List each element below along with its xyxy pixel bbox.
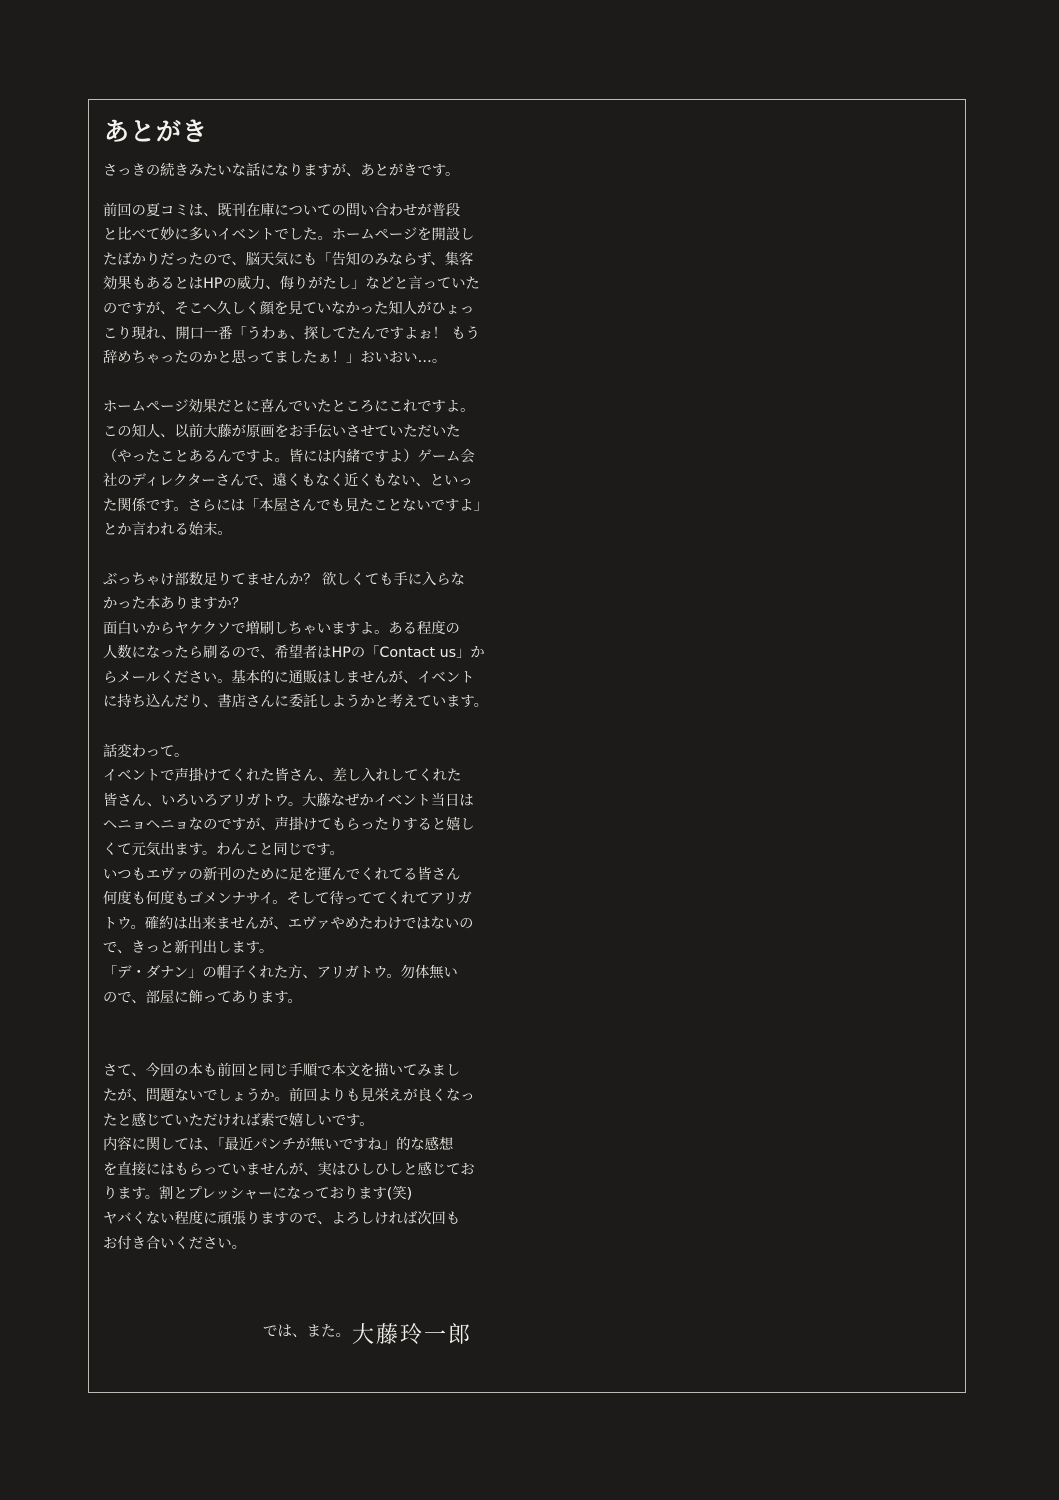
text-line: 何度も何度もゴメンナサイ。そして待っててくれてアリガ (103, 891, 472, 908)
text-line: たばかりだったので、脳天気にも「告知のみならず、集客 (103, 251, 474, 268)
page-title: あとがき (104, 117, 209, 146)
text-line: 効果もあるとはHPの威力、侮りがたし」などと言っていた (103, 276, 480, 293)
paragraph-6 (103, 1059, 503, 1256)
text-line: ホームページ効果だとに喜んでいたところにこれですよ。 (103, 399, 475, 416)
paragraph-3 (103, 395, 503, 543)
author-signature: 大藤玲一郎 (352, 1323, 473, 1348)
paragraph-4 (103, 568, 503, 716)
text-line: 「デ・ダナン」の帽子くれた方、アリガトウ。勿体無い (103, 965, 458, 981)
text-line: ヘニョヘニョなのですが、声掛けてもらったりすると嬉し (103, 817, 475, 834)
text-line: ります。割とプレッシャーになっております(笑) (103, 1186, 413, 1203)
text-line: さっきの続きみたいな話になりますが、あとがきです。 (103, 163, 460, 179)
text-line: イベントで声掛けてくれた皆さん、差し入れしてくれた (103, 768, 462, 785)
paragraph-1 (103, 159, 503, 184)
text-line: ぶっちゃけ部数足りてませんか？ 欲しくても手に入らな (103, 571, 465, 588)
text-line: くて元気出ます。わんこと同じです。 (103, 842, 344, 859)
paragraph-2 (103, 199, 503, 371)
paragraph-5 (103, 740, 503, 1011)
text-line: ヤバくない程度に頑張りますので、よろしければ次回も (103, 1210, 461, 1227)
signoff-text: では、また。 (263, 1324, 350, 1340)
text-line: こり現れ、開口一番「うわぁ、探してたんですよぉ！ もう (103, 325, 480, 342)
text-line: 面白いからヤケクソで増刷しちゃいますよ。ある程度の (103, 620, 460, 637)
text-line: のですが、そこへ久しく顔を見ていなかった知人がひょっ (103, 300, 475, 317)
text-line: た関係です。さらには「本屋さんでも見たことないですよ」 (103, 497, 488, 514)
text-line: 前回の夏コミは、既刊在庫についての問い合わせが普段 (103, 202, 461, 219)
text-line: 社のディレクターさんで、遠くもなく近くもない、といっ (103, 473, 473, 490)
text-line: 人数になったら刷るので、希望者はHPの「Contact us」か (103, 645, 485, 662)
text-line: お付き合いください。 (103, 1235, 246, 1252)
text-line: に持ち込んだり、書店さんに委託しようかと考えています。 (103, 694, 488, 711)
text-line: いつもエヴァの新刊のために足を運んでくれてる皆さん (103, 866, 461, 883)
text-line: 皆さん、いろいろアリガトウ。大藤なぜかイベント当日は (103, 792, 474, 809)
text-line: 話変わって。 (103, 743, 189, 760)
text-line: この知人、以前大藤が原画をお手伝いさせていただいた (103, 423, 461, 440)
text-line: かった本ありますか？ (103, 596, 246, 613)
text-line: を直接にはもらっていませんが、実はひしひしと感じてお (103, 1161, 475, 1178)
text-line: らメールください。基本的に通販はしませんが、イベント (103, 669, 475, 686)
text-line: と比べて妙に多いイベントでした。ホームページを開設し (103, 227, 475, 244)
text-line: さて、今回の本も前回と同じ手順で本文を描いてみまし (103, 1063, 461, 1080)
text-line: とか言われる始末。 (103, 522, 232, 539)
text-line: 内容に関しては、「最近パンチが無いですね」的な感想 (103, 1137, 454, 1154)
text-line: たと感じていただければ素で嬉しいです。 (103, 1112, 374, 1129)
text-line: で、きっと新刊出します。 (103, 940, 274, 957)
text-line: （やったことあるんですよ。皆には内緒ですよ）ゲーム会 (103, 448, 475, 465)
text-line: 辞めちゃったのかと思ってましたぁ！」おいおい…。 (103, 350, 447, 367)
text-line: たが、問題ないでしょうか。前回よりも見栄えが良くなっ (103, 1087, 475, 1104)
text-line: トウ。確約は出来ませんが、エヴァやめたわけではないの (103, 915, 474, 932)
afterword-body (103, 159, 503, 1256)
text-line: ので、部屋に飾ってあります。 (103, 989, 302, 1006)
